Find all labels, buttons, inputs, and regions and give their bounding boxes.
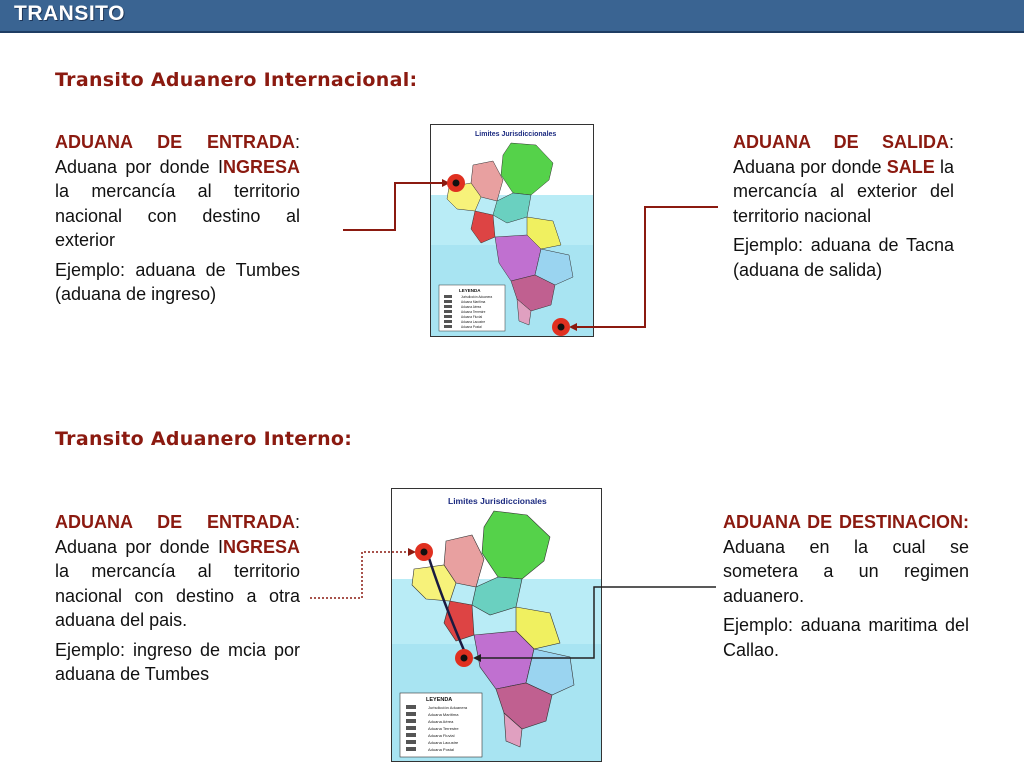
colon: : [294, 132, 300, 152]
legend-item: Aduana Postal [461, 325, 482, 329]
legend-item: Aduana Fluvial [461, 315, 483, 319]
term: ADUANA DE DESTINACION: [723, 512, 969, 532]
definition-destinacion [723, 510, 969, 608]
text: la mercancía al territorio nacional con destino a otra aduana del pais. [55, 561, 300, 630]
legend-item: Aduana Fluvial [428, 733, 455, 738]
section-title-interno: Transito Aduanero Interno: [55, 428, 353, 450]
connector-entrada [343, 183, 442, 230]
legend-item: Jurisdicción Aduanera [461, 295, 493, 299]
legend-item: Jurisdicción Aduanera [428, 705, 468, 710]
map-title: Limites Jurisdiccionales [448, 496, 547, 506]
text-aduana-entrada-1 [55, 130, 300, 312]
definition-salida [733, 130, 954, 228]
peru-map-svg [392, 489, 601, 761]
header-bar [0, 0, 1024, 33]
text: Aduana en la cual se sometera a un regimen aduanero. [723, 536, 969, 606]
text: Aduana por donde [733, 156, 887, 177]
legend-item: Aduana Aérea [428, 719, 454, 724]
legend-item: Aduana Terrestre [428, 726, 459, 731]
definition-entrada-1 [55, 130, 300, 253]
colon: : [948, 132, 954, 152]
legend-item: Aduana Aérea [461, 305, 482, 309]
legend-item: Aduana Terrestre [461, 310, 486, 314]
text-aduana-salida [733, 130, 954, 287]
section-title-internacional: Transito Aduanero Internacional: [55, 69, 418, 91]
legend-item: Aduana Marítima [461, 300, 486, 304]
text: la mercancía al exterior del territorio nacional [733, 156, 954, 226]
example-salida: Ejemplo: aduana de Tacna (aduana de salida) [733, 235, 954, 280]
term: ADUANA DE ENTRADA [55, 132, 295, 152]
connector-salida [577, 207, 718, 327]
term: ADUANA DE ENTRADA [55, 512, 295, 532]
slide-title: TRANSITO [14, 2, 125, 25]
peru-map-svg [431, 125, 593, 336]
definition-entrada-2 [55, 510, 300, 633]
example-destinacion: Ejemplo: aduana maritima del Callao. [723, 615, 969, 660]
text-aduana-destinacion [723, 510, 969, 667]
legend-item: Aduana Lacustre [428, 740, 459, 745]
text-aduana-entrada-2 [55, 510, 300, 692]
term: ADUANA DE SALIDA [733, 132, 949, 152]
highlight: NGRESA [222, 536, 300, 557]
legend-item: Aduana Marítima [428, 712, 459, 717]
colon: : [294, 512, 300, 532]
peru-map-2 [391, 488, 602, 762]
legend-title: LEYENDA [459, 288, 481, 293]
map-title: Limites Jurisdiccionales [475, 131, 557, 138]
peru-map-1 [430, 124, 594, 337]
legend-item: Aduana Postal [428, 747, 455, 752]
text: la mercancía al territorio nacional con destino al exterior [55, 181, 300, 250]
text: Aduana por donde I [55, 536, 223, 557]
highlight: SALE [886, 156, 935, 177]
example-entrada-1: Ejemplo: aduana de Tumbes (aduana de ingreso) [55, 259, 300, 304]
legend-item: Aduana Lacustre [461, 320, 486, 324]
highlight: NGRESA [222, 156, 300, 177]
legend-title: LEYENDA [426, 697, 453, 703]
example-entrada-2: Ejemplo: ingreso de mcia por aduana de Tumbes [55, 639, 300, 684]
text: Aduana por donde I [55, 156, 223, 177]
